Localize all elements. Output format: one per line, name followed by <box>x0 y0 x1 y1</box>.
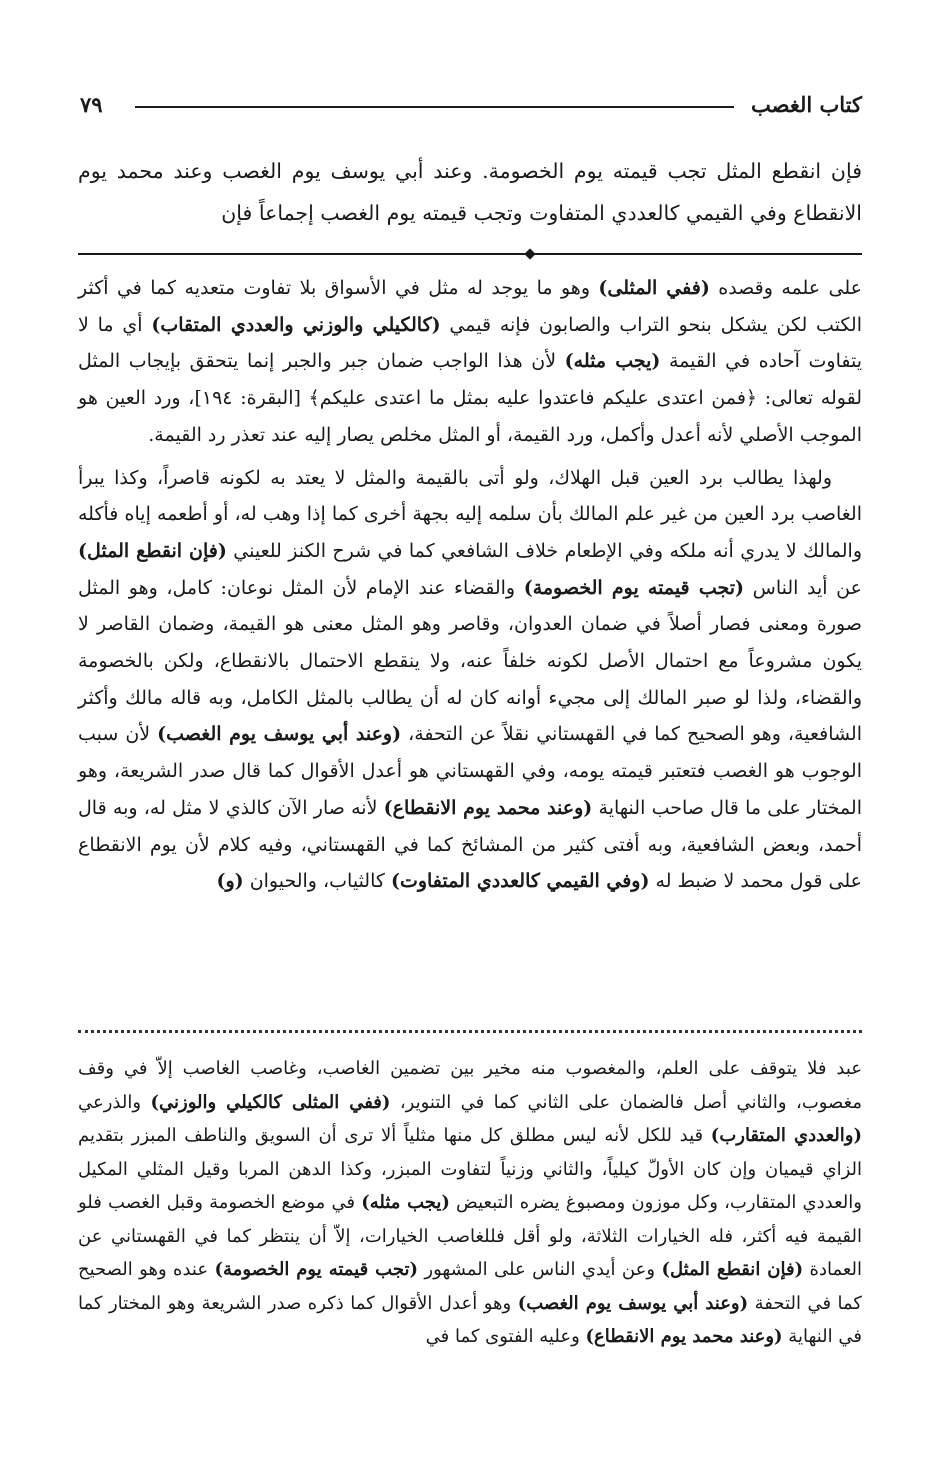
bold-quote: (و) <box>216 870 244 893</box>
main-separator <box>78 253 862 255</box>
text-run: وهو ما يوجد له مثل في الأسواق بلا تفاوت متعديه كما في أكثر الكتب لكن يشكل بنحو التراب والصابون فإنه قيمي <box>78 277 862 336</box>
header-rule <box>135 106 734 108</box>
text-run: في موضع الخصومة وقبل الغصب فلو القيمة فيه أكثر، فله الخيارات الثلاثة، ولو أقل فللغاصب الخيارات، إلاّ أن ينتظر كما في القهستاني عن العمادة <box>78 1192 863 1280</box>
bold-quote: (يجب مثله) <box>564 350 661 373</box>
commentary-upper <box>78 270 862 900</box>
bold-quote: (وعند محمد يوم الانقطاع) <box>383 796 593 819</box>
main-text: فإن انقطع المثل تجب قيمته يوم الخصومة. وعند أبي يوسف يوم الغصب وعند محمد يوم الانقطاع وفي القيمي كالعددي المتفاوت وتجب قيمته يوم الغصب إجماعاً فإن <box>78 159 862 225</box>
text-run: والقضاء عند الإمام لأن المثل نوعان: كامل، وهو المثل صورة ومعنى فصار أصلاً في ضمان العدوان، وقاصر وهو المثل معنى هو القيمة، وضمان القاصر لا يكون مشروعاً مع احتمال الأصل لكونه خلفاً عنه، ولا ينقطع الاحتمال بالانقطاع، ولكن بالخصومة والقضاء، ولذا لو صبر المالك إلى مجيء أوانه كان له أن يطالب بالمثل الكامل، وبه قاله مالك وأكثر الشافعية، وهو الصحيح كما في القهستاني نقلاً عن التحفة، <box>78 576 862 746</box>
text-run: ولهذا يطالب برد العين قبل الهلاك، ولو أتى بالقيمة والمثل لا يعتد به لكونه قاصراً، وكذا يبرأ الغاصب برد العين من غير علم المالك بأن سلمه إليه بجهة أخرى كما إذا وهب له، أو أطعمه إياه فأكله والمالك لا يدري أنه ملكه وفي الإطعام خلاف الشافعي كما في شرح الكنز للعيني <box>78 466 862 562</box>
commentary-lower-paragraph <box>78 1052 862 1354</box>
dotted-separator <box>78 1030 862 1033</box>
text-run: لأن هذا الواجب ضمان جبر والجبر إنما يتحقق بإيجاب المثل لقوله تعالى: ﴿فمن اعتدى عليكم فاعتدوا عليه بمثل ما اعتدى عليكم﴾ [البقرة: ١٩٤]، ورد العين هو الموجب الأصلي لأنه أعدل وأكمل، ورد القيمة، أو المثل مخلص يصار إليه عند تعذر رد القيمة. <box>78 350 862 446</box>
text-run: وهو أعدل الأقوال كما ذكره صدر الشريعة وهو المختار كما في النهاية <box>78 1292 862 1347</box>
text-run: أي ما لا يتفاوت آحاده في القيمة <box>78 313 862 373</box>
bold-quote: (ففي المثلى كالكيلي والوزني) <box>150 1091 391 1113</box>
bold-quote: (فإن انقطع المثل) <box>661 1259 804 1280</box>
bold-quote: (والعددي المتقارب) <box>710 1125 862 1146</box>
bold-quote: (فإن انقطع المثل) <box>78 539 227 562</box>
commentary-paragraph-2 <box>78 460 862 900</box>
text-run: لأن سبب الوجوب هو الغصب فتعتبر قيمته يومه، وفي القهستاني هو أعدل الأقوال كما قال صدر الشريعة، وهو المختار على ما قال صاحب النهاية <box>78 723 862 819</box>
page-header <box>80 92 862 122</box>
text-run: على علمه وقصده <box>709 277 863 299</box>
text-run: قيد للكل لأنه ليس مطلق كل منها مثلياً ألا ترى أن السويق والناطف المبزر بتقديم الزاي قيميان وإن كان الأولّ كيلياً، والثاني وزنياً لتفاوت المبزر، وكذا الدهن المربا وقيل المثلي المكيل والعددي المتقارب، وكل موزون ومصبوغ يضره التبعيض <box>78 1125 862 1213</box>
bold-quote: (تجب قيمته يوم الخصومة) <box>523 576 745 599</box>
page-number: ٧٩ <box>80 92 103 117</box>
text-run: كالثياب، والحيوان <box>243 870 391 893</box>
chapter-title: كتاب الغصب <box>750 92 862 117</box>
bold-quote: (ففي المثلى) <box>598 277 710 299</box>
bold-quote: (كالكيلي والوزني والعددي المتقاب) <box>151 313 441 336</box>
text-run: عن أيد الناس <box>744 576 862 599</box>
bold-quote: (يجب مثله) <box>361 1192 450 1213</box>
commentary-lower <box>78 1052 862 1354</box>
text-run: عنده وهو الصحيح كما في التحفة <box>78 1259 863 1314</box>
bold-quote: (وعند أبي يوسف يوم الغصب) <box>157 723 402 746</box>
bold-quote: (وعند أبي يوسف يوم الغصب) <box>517 1292 749 1314</box>
commentary-paragraph-1 <box>78 270 862 454</box>
text-run: عبد فلا يتوقف على العلم، والمغصوب منه مخير بين تضمين الغاصب، وغاصب الغاصب إلاّ في وقف مغصوب، والثاني أصل فالضمان على الثاني كما في التنوير، <box>78 1058 862 1113</box>
text-run: لأنه صار الآن كالذي لا مثل له، وبه قال أحمد، وبعض الشافعية، وبه أفتى كثير من المشائخ كما في القهستاني، وفيه كلام لأن يوم الانقطاع على قول محمد لا ضبط له <box>78 796 862 893</box>
bold-quote: (وعند محمد يوم الانقطاع) <box>585 1326 783 1347</box>
text-run: وعليه الفتوى كما في <box>425 1326 586 1347</box>
bold-quote: (وفي القيمي كالعددي المتفاوت) <box>390 870 650 893</box>
text-run: وعن أيدي الناس على المشهور <box>418 1259 662 1280</box>
separator-ornament <box>524 248 535 259</box>
bold-quote: (تجب قيمته يوم الخصومة) <box>214 1259 418 1280</box>
text-run: والذرعي <box>78 1091 151 1113</box>
